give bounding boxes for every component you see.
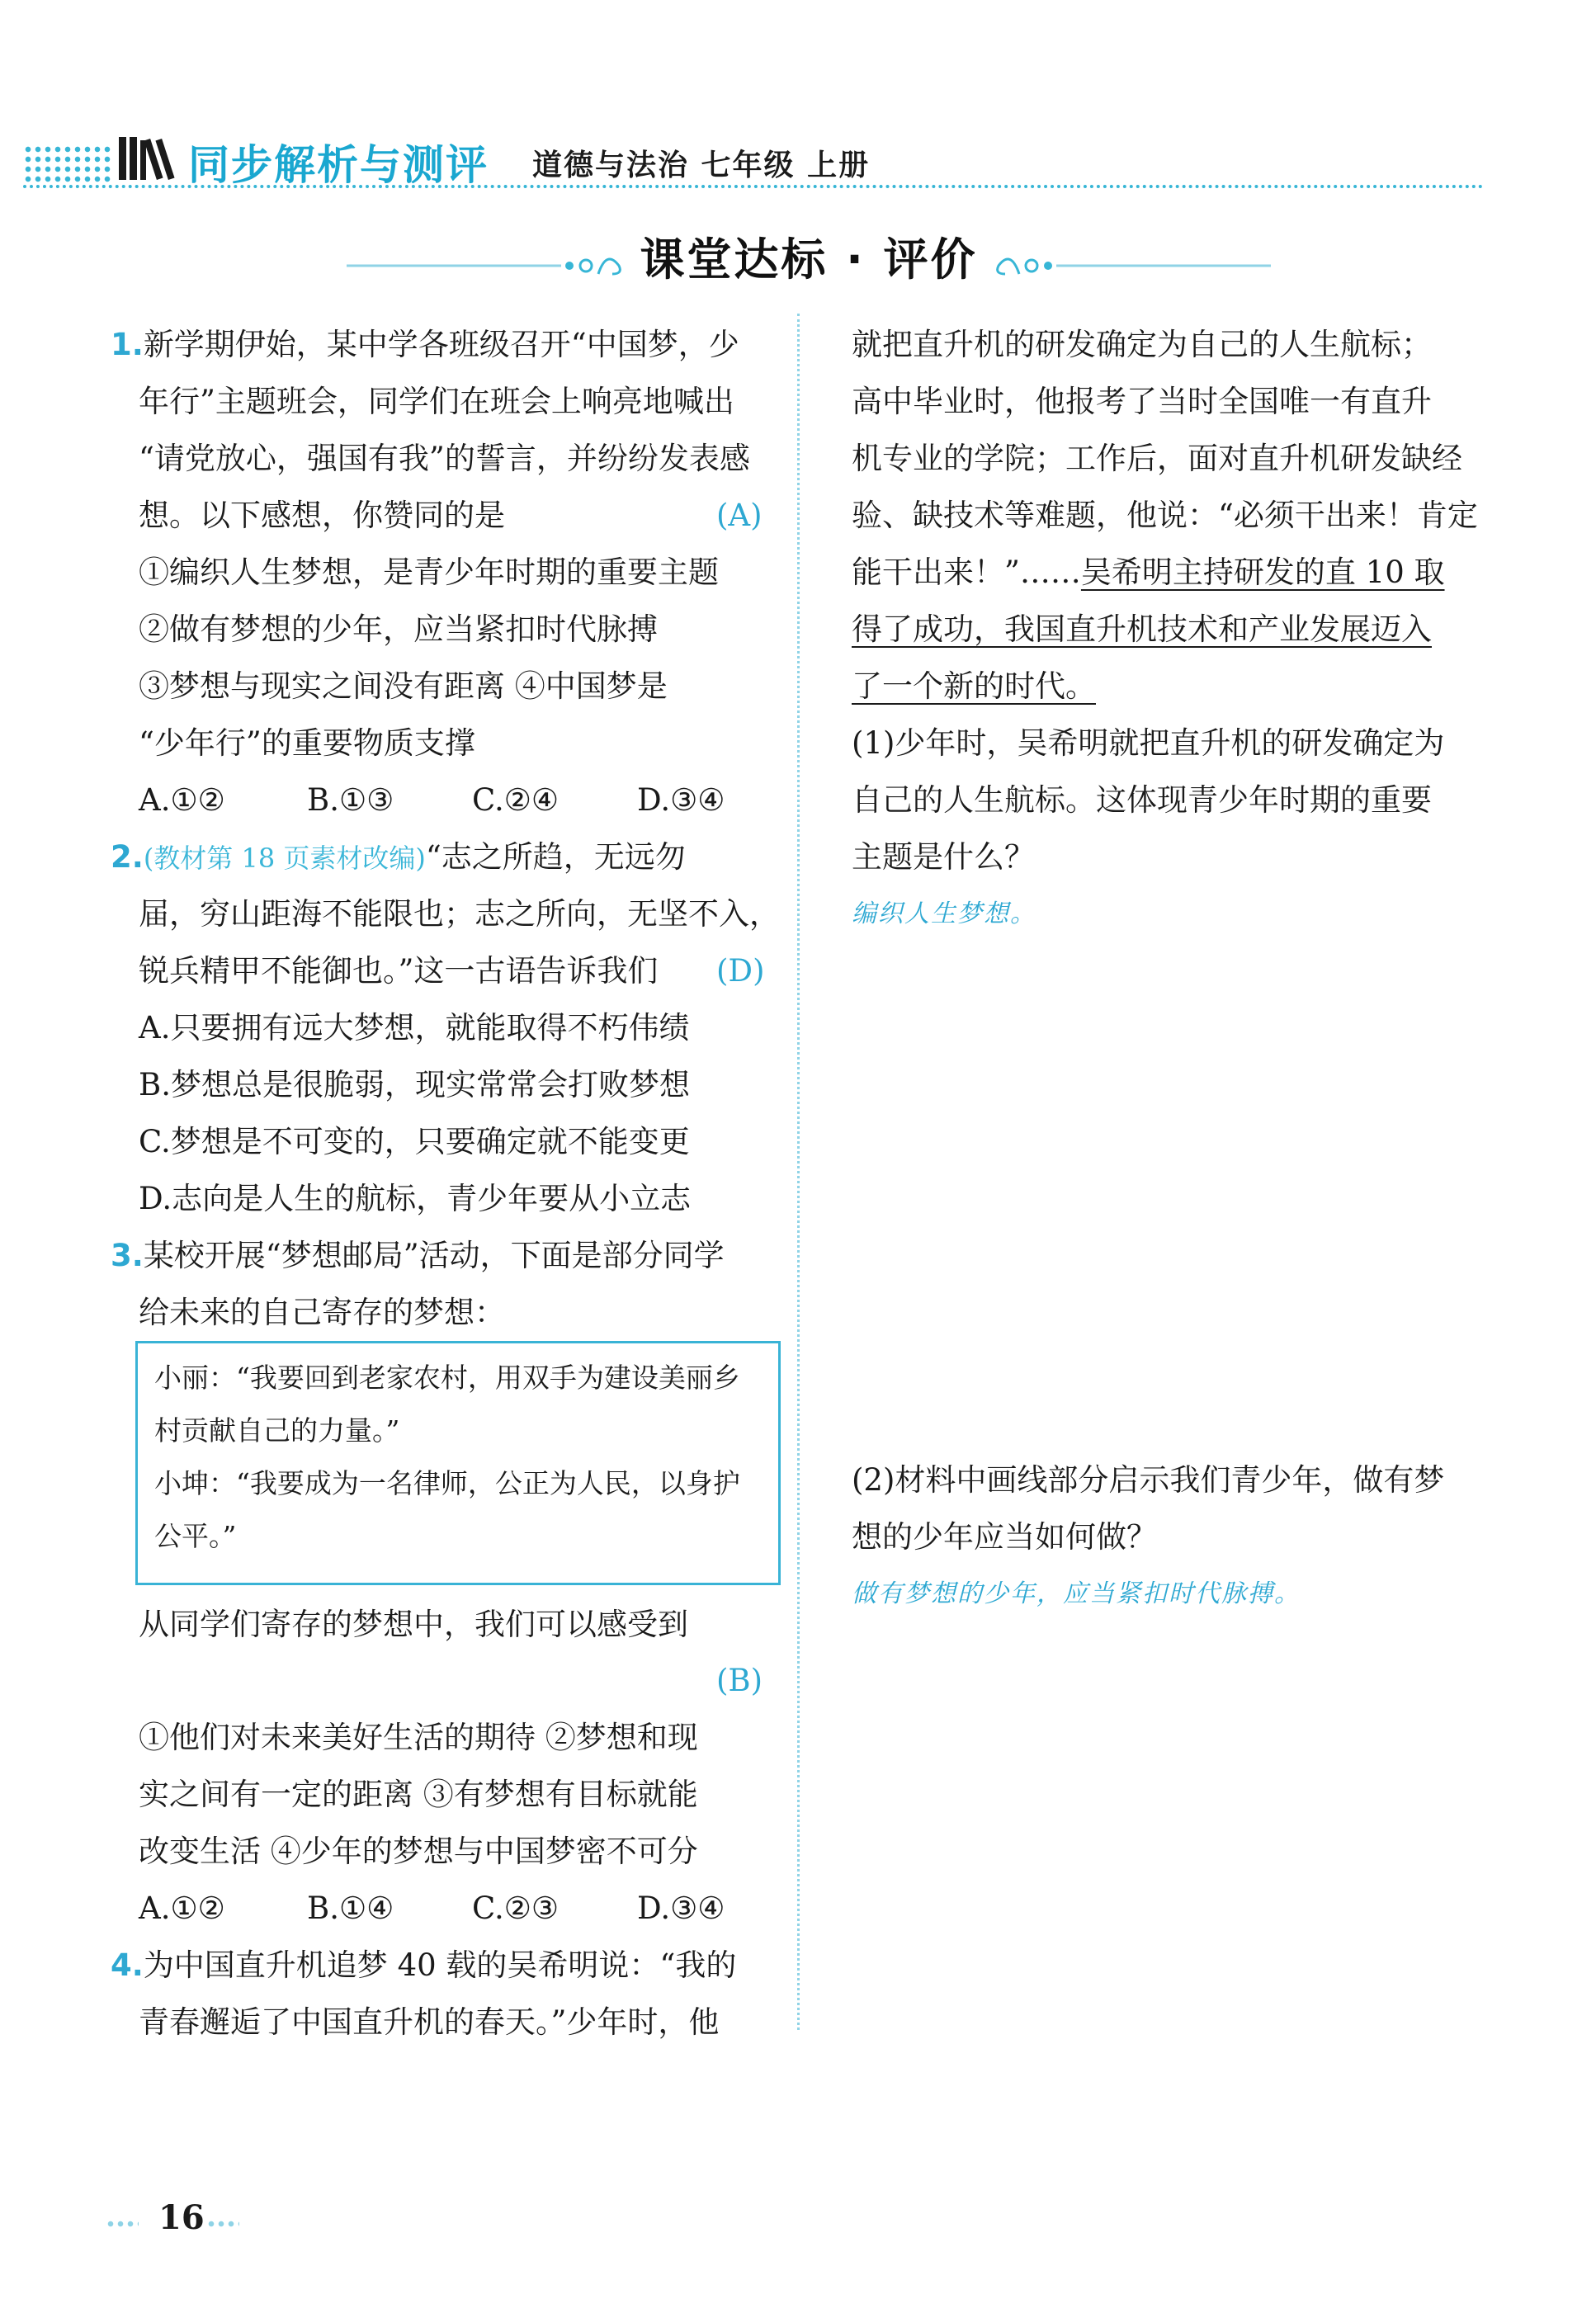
q1-line-4: 想。以下感想，你赞同的是 [139, 498, 505, 533]
q2-line-2: 届，穷山距海不能限也；志之所向，无坚不入， [139, 896, 780, 932]
q4-sub2-line-1: (2)材料中画线部分启示我们青少年，做有梦 [852, 1462, 1445, 1498]
q4-number: 4. [111, 1947, 144, 1983]
q2-option-a: A.只要拥有远大梦想，就能取得不朽伟绩 [139, 1010, 690, 1046]
q3-number: 3. [111, 1238, 144, 1273]
q3-option-b: B.①④ [307, 1891, 394, 1926]
column-divider [797, 314, 800, 2030]
q3-quote-line-3: 小坤：“我要成为一名律师，公正为人民，以身护 [154, 1467, 740, 1499]
q3-quote-line-1: 小丽：“我要回到老家农村，用双手为建设美丽乡 [154, 1362, 740, 1394]
q3-answer: (B) [716, 1663, 763, 1698]
header-dots [23, 144, 114, 182]
q1-line-1: 1.新学期伊始，某中学各班级召开“中国梦，少 [111, 327, 739, 362]
q4-underlined-line-2: 了一个新的时代。 [852, 668, 1096, 704]
q4-sub1-line-1: (1)少年时，吴希明就把直升机的研发确定为 [852, 725, 1445, 761]
q3-line-1: 3.某校开展“梦想邮局”活动，下面是部分同学 [111, 1238, 725, 1273]
q3-option-d: D.③④ [637, 1891, 725, 1926]
q3-line-2: 给未来的自己寄存的梦想： [139, 1295, 505, 1330]
q1-option-b: B.①③ [307, 782, 394, 818]
q3-quote-box [135, 1341, 781, 1585]
series-title: 同步解析与测评 [188, 141, 489, 189]
section-banner [314, 224, 1304, 290]
q3-item-3: 改变生活 ④少年的梦想与中国梦密不可分 [139, 1834, 698, 1869]
q1-option-a: A.①② [139, 782, 225, 818]
section-title: 课堂达标 · 评价 [640, 234, 978, 286]
q4-sub1-line-3: 主题是什么？ [852, 839, 1035, 875]
q4-line-6: 验、缺技术等难题，他说：“必须干出来！肯定 [852, 498, 1478, 533]
q4-line-5: 机专业的学院；工作后，面对直升机研发缺经 [852, 441, 1462, 476]
subject-label: 道德与法治 七年级 上册 [532, 149, 871, 182]
q4-underlined-text: 吴希明主持研发的直 10 取 [1080, 555, 1445, 590]
q4-underlined-line-1: 得了成功，我国直升机技术和产业发展迈入 [852, 611, 1432, 647]
q3-stem: 从同学们寄存的梦想中，我们可以感受到 [139, 1607, 688, 1642]
q4-sub2-line-2: 想的少年应当如何做？ [852, 1519, 1157, 1555]
q4-line-1: 4.为中国直升机追梦 40 载的吴希明说：“我的 [111, 1947, 737, 1983]
q1-item-1: ①编织人生梦想，是青少年时期的重要主题 [139, 555, 719, 590]
q2-option-d: D.志向是人生的航标，青少年要从小立志 [139, 1181, 692, 1216]
q1-option-d: D.③④ [637, 782, 725, 818]
q3-option-a: A.①② [139, 1891, 225, 1926]
header-divider [23, 185, 1484, 188]
q4-line-7: 能干出来！”……吴希明主持研发的直 10 取 [852, 555, 1445, 590]
q2-line-1: 2.(教材第 18 页素材改编)“志之所趋，无远勿 [111, 839, 686, 875]
q2-answer: (D) [716, 953, 765, 989]
q1-option-c: C.②④ [472, 782, 560, 818]
q1-line-3: “请党放心，强国有我”的誓言，并纷纷发表感 [139, 441, 750, 476]
q2-option-c: C.梦想是不可变的，只要确定就不能变更 [139, 1124, 690, 1159]
q1-answer: (A) [716, 498, 763, 533]
q1-line-2: 年行”主题班会，同学们在班会上响亮地喊出 [139, 384, 734, 419]
q4-sub1-line-2: 自己的人生航标。这体现青少年时期的重要 [852, 782, 1432, 818]
q2-source: (教材第 18 页素材改编) [143, 843, 426, 874]
q4-sub2-answer: 做有梦想的少年，应当紧扣时代脉搏。 [852, 1579, 1301, 1608]
q3-item-1: ①他们对未来美好生活的期待 ②梦想和现 [139, 1720, 698, 1755]
q3-quote-line-4: 公平。” [154, 1520, 237, 1552]
q4-sub1-answer: 编织人生梦想。 [852, 899, 1036, 928]
q3-option-c: C.②③ [472, 1891, 560, 1926]
q2-number: 2. [111, 839, 144, 875]
q4-line-4: 高中毕业时，他报考了当时全国唯一有直升 [852, 384, 1432, 419]
books-icon [117, 132, 178, 182]
q1-item-4: “少年行”的重要物质支撑 [139, 725, 475, 761]
q2-option-b: B.梦想总是很脆弱，现实常常会打败梦想 [139, 1067, 690, 1102]
q2-line-3: 锐兵精甲不能御也。”这一古语告诉我们 [139, 953, 659, 989]
q1-item-3: ③梦想与现实之间没有距离 ④中国梦是 [139, 668, 668, 704]
q3-item-2: 实之间有一定的距离 ③有梦想有目标就能 [139, 1777, 698, 1812]
page-number: 16 [158, 2198, 205, 2237]
footer-dots-right [206, 2216, 239, 2231]
q1-item-2: ②做有梦想的少年，应当紧扣时代脉搏 [139, 611, 658, 647]
q3-quote-line-2: 村贡献自己的力量。” [154, 1414, 400, 1447]
q4-line-3: 就把直升机的研发确定为自己的人生航标； [852, 327, 1432, 362]
q1-number: 1. [111, 327, 144, 362]
footer-dots-left [106, 2216, 139, 2231]
q4-line-2: 青春邂逅了中国直升机的春天。”少年时，他 [139, 2004, 720, 2040]
